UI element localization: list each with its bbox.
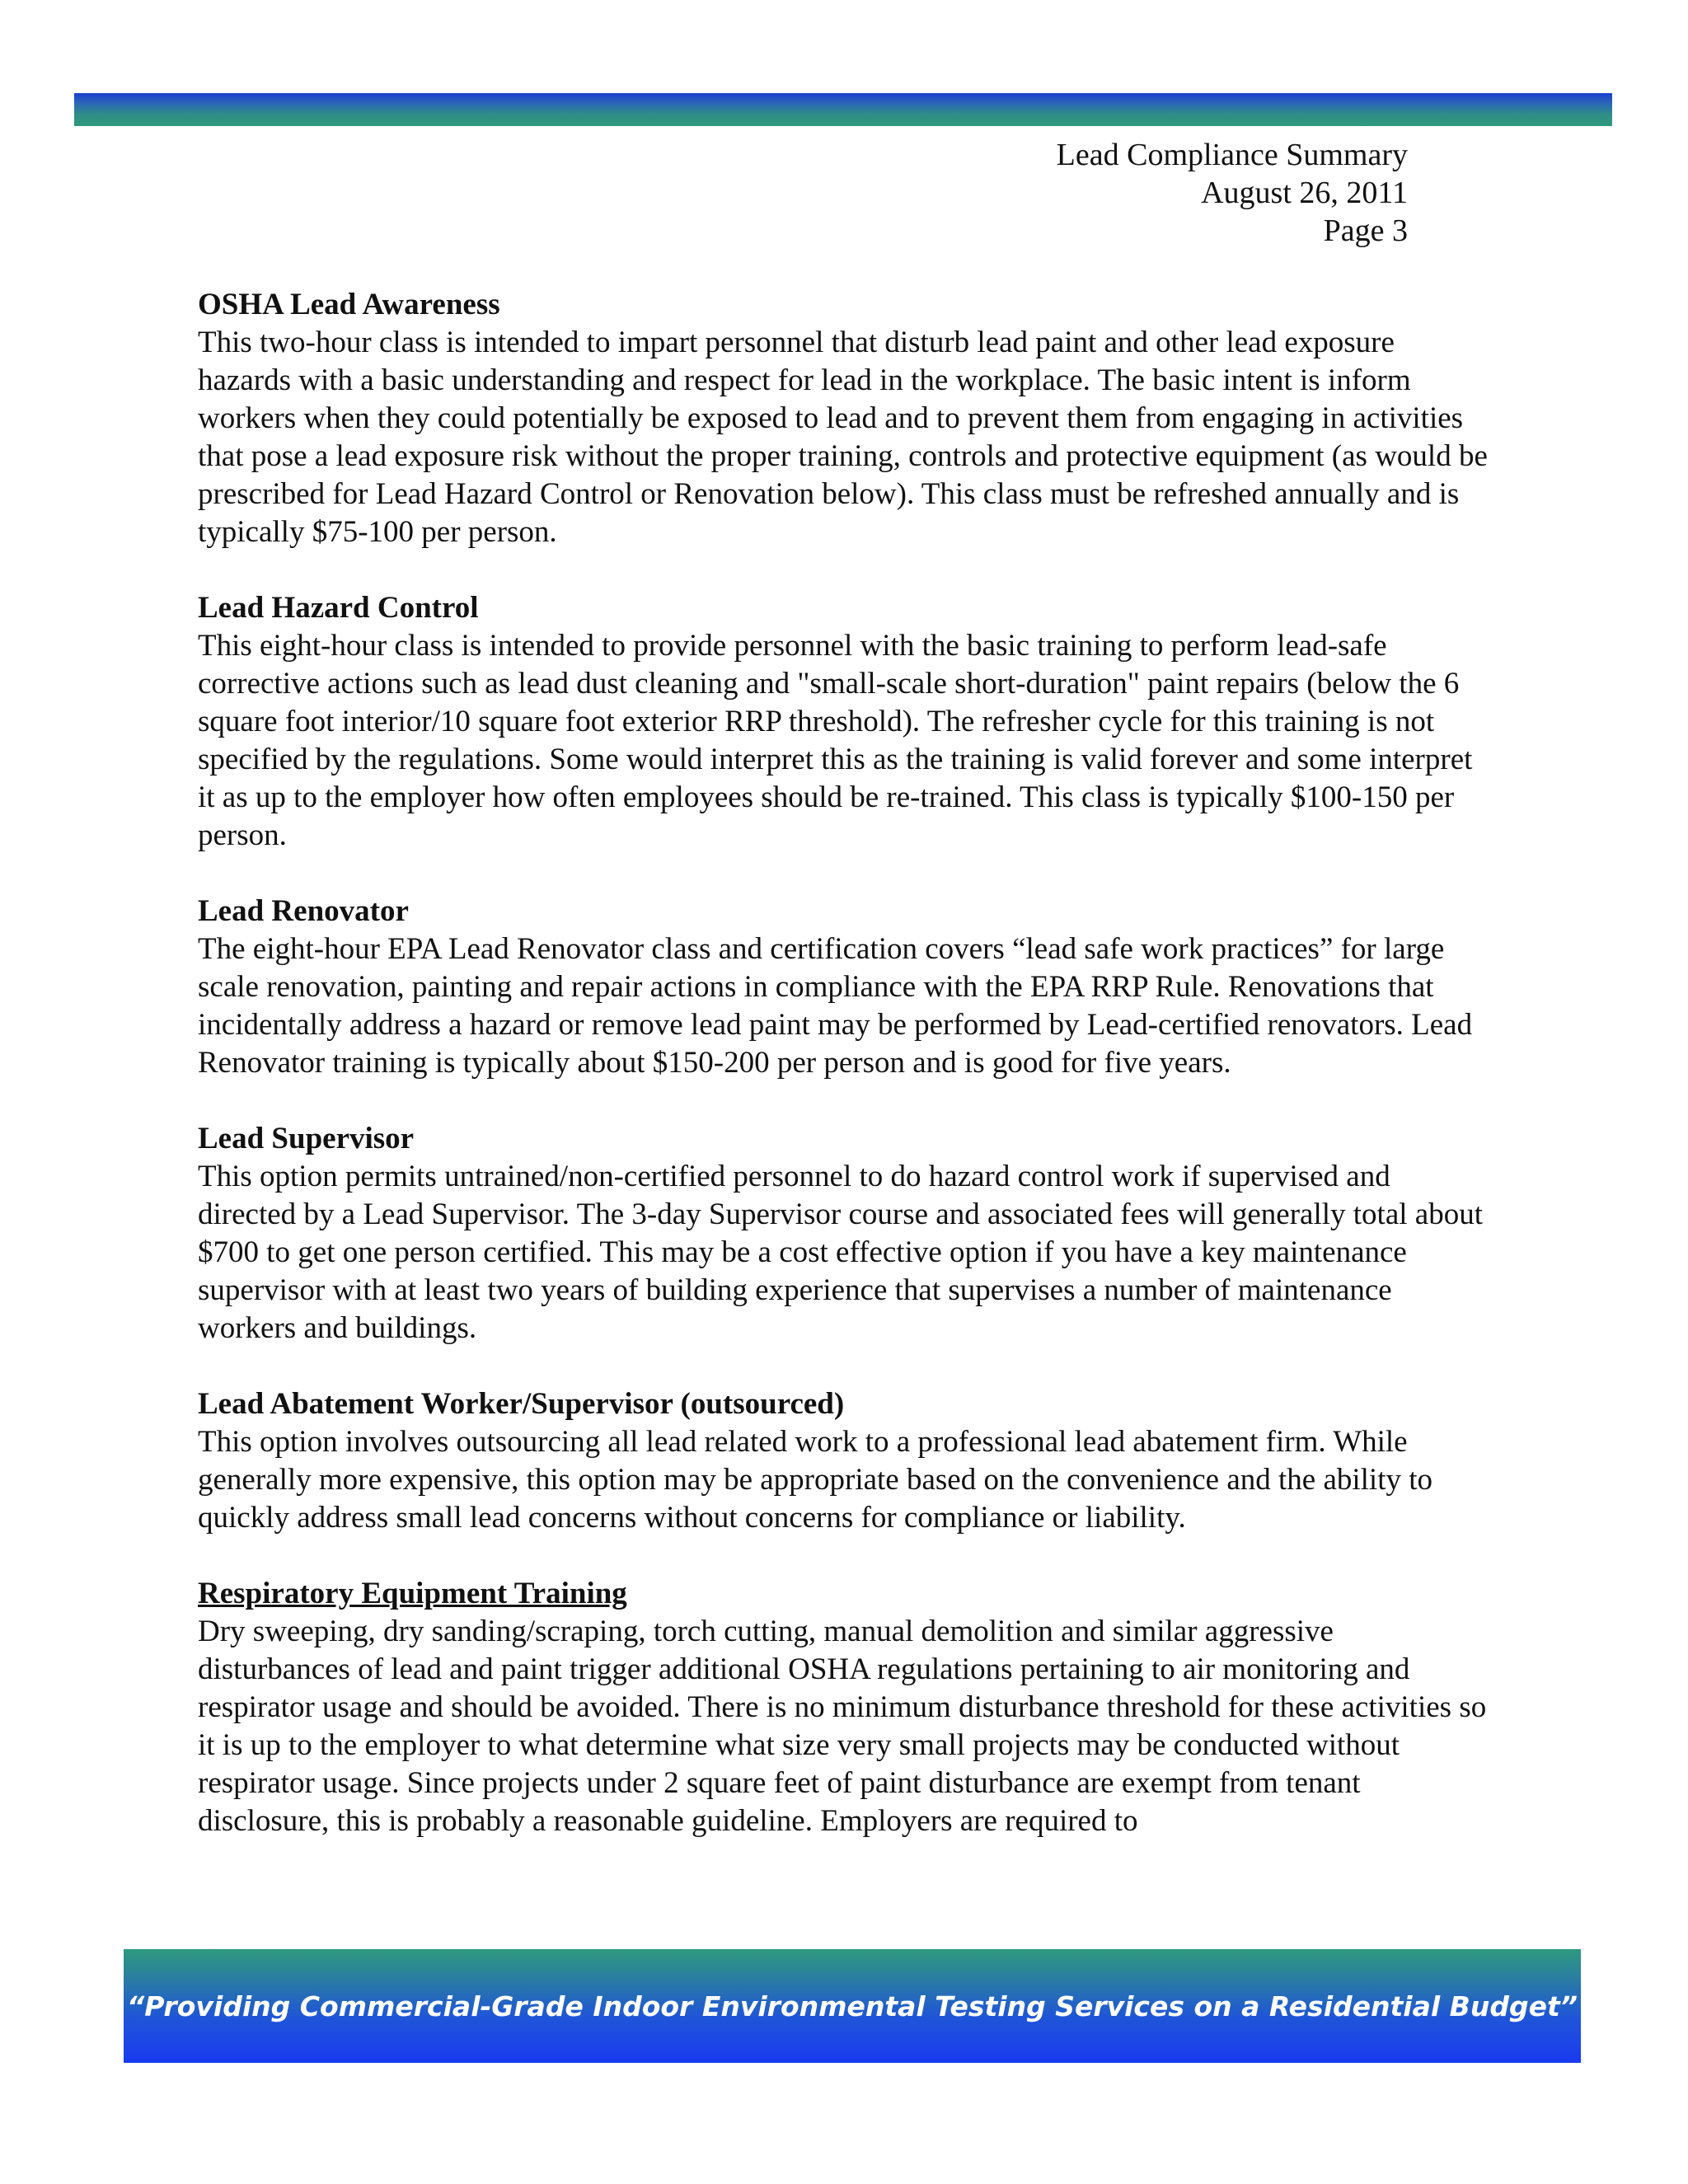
page-number: Page 3 — [1323, 213, 1408, 248]
section-osha-lead-awareness — [198, 286, 1488, 551]
footer-tagline: “Providing Commercial-Grade Indoor Environmental Testing Services on a Residential Budget” — [127, 1990, 1578, 2022]
section-heading: OSHA Lead Awareness — [198, 288, 500, 321]
section-body: Dry sweeping, dry sanding/scraping, torch cutting, manual demolition and similar aggressive disturbances of lead and paint trigger additional OSHA regulations pertaining to air monitoring and respirator usage and should be avoided. There is no minimum disturbance threshold for these activities so it is up to the employer to what determine what size very small projects may be conducted without respirator usage. Since projects under 2 square feet of paint disturbance are exempt from tenant disclosure, this is probably a reasonable guideline. Employers are required to — [198, 1615, 1487, 1838]
section-heading: Lead Hazard Control — [198, 591, 479, 625]
section-body: This two-hour class is intended to impart personnel that disturb lead paint and other lead exposure hazards with a basic understanding and respect for lead in the workplace. The basic intent is inform workers when they could potentially be exposed to lead and to prevent them from engaging in activities that pose a lead exposure risk without the proper training, controls and protective equipment (as would be prescribed for Lead Hazard Control or Renovation below). This class must be refreshed annually and is typically $75-100 per person. — [198, 326, 1488, 549]
section-heading: Lead Abatement Worker/Supervisor (outsourced) — [198, 1387, 845, 1421]
section-respiratory-training — [198, 1575, 1488, 1840]
header-decorative-bar — [74, 93, 1612, 126]
section-body: The eight-hour EPA Lead Renovator class and certification covers “lead safe work practices” for large scale renovation, painting and repair actions in compliance with the EPA RRP Rule. Renovations that incidentally address a hazard or remove lead paint may be performed by Lead-certified renovators. Lead Renovator training is typically about $150-200 per person and is good for five years. — [198, 932, 1473, 1080]
section-body: This option involves outsourcing all lead related work to a professional lead abatement firm. While generally more expensive, this option may be appropriate based on the convenience and the ability to quickly address small lead concerns without concerns for compliance or liability. — [198, 1425, 1433, 1535]
footer-banner — [124, 1949, 1581, 2063]
document-title: Lead Compliance Summary — [1056, 138, 1408, 172]
section-heading: Respiratory Equipment Training — [198, 1577, 627, 1610]
section-lead-abatement — [198, 1385, 1488, 1537]
section-heading: Lead Renovator — [198, 894, 409, 928]
section-lead-hazard-control — [198, 589, 1488, 855]
section-body: This eight-hour class is intended to provide personnel with the basic training to perform lead-safe corrective actions such as lead dust cleaning and "small-scale short-duration" paint repairs (below the 6 square foot interior/10 square foot exterior RRP threshold). The refresher cycle for this training is not specified by the regulations. Some would interpret this as the training is valid forever and some interpret it as up to the employer how often employees should be re-trained. This class is typically $100-150 per person. — [198, 629, 1473, 852]
document-header — [1057, 136, 1408, 250]
section-lead-supervisor — [198, 1120, 1488, 1347]
section-body: This option permits untrained/non-certified personnel to do hazard control work if supervised and directed by a Lead Supervisor. The 3-day Supervisor course and associated fees will generally total about $700 to get one person certified. This may be a cost effective option if you have a key maintenance supervisor with at least two years of building experience that supervises a number of maintenance workers and buildings. — [198, 1160, 1483, 1345]
document-date: August 26, 2011 — [1201, 176, 1408, 210]
document-body — [198, 286, 1488, 1878]
section-heading: Lead Supervisor — [198, 1122, 415, 1155]
section-lead-renovator — [198, 893, 1488, 1082]
